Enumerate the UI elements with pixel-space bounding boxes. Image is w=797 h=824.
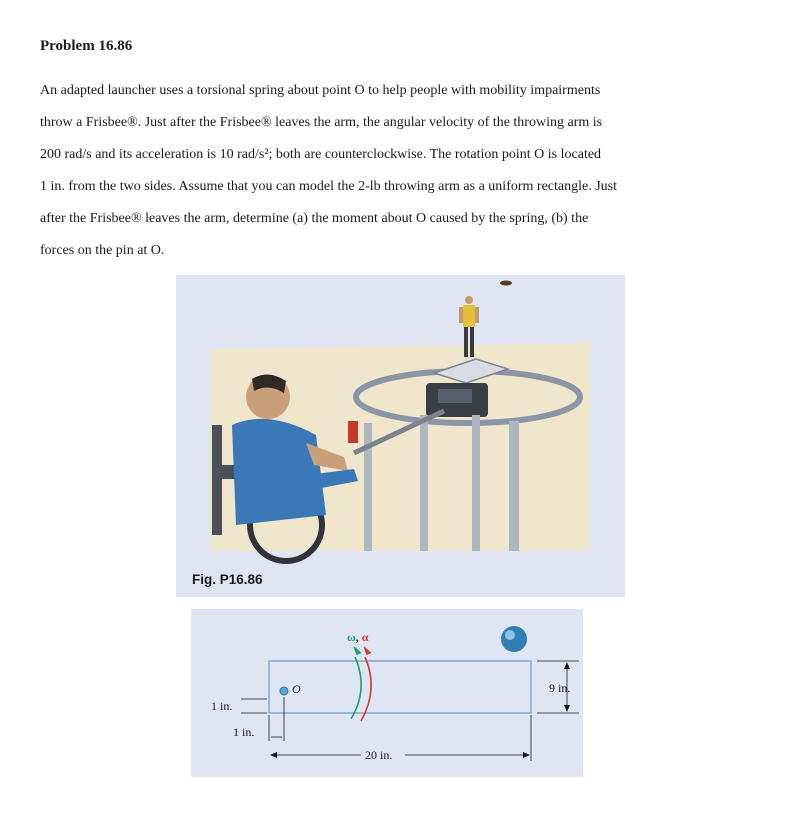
problem-text-line: throw a Frisbee®. Just after the Frisbee® leaves the arm, the angular velocity of the throwing arm is bbox=[40, 115, 603, 130]
launcher-leg bbox=[472, 415, 480, 551]
height-arrow-down bbox=[564, 705, 570, 712]
frisbee-ball bbox=[501, 626, 527, 652]
length-arrow-left bbox=[270, 752, 277, 758]
problem-text-line: 1 in. from the two sides. Assume that you can model the 2-lb throwing arm as a uniform rectangle. Just bbox=[40, 179, 617, 194]
length-arrow-right bbox=[523, 752, 530, 758]
pivot-point-o bbox=[280, 687, 288, 695]
alpha-arrowhead bbox=[364, 647, 371, 655]
flying-frisbee bbox=[500, 281, 512, 286]
launcher-leg bbox=[420, 415, 428, 551]
offset-vertical-label: 1 in. bbox=[211, 699, 233, 713]
launcher-illustration bbox=[176, 275, 625, 597]
launcher-leg bbox=[364, 423, 372, 551]
length-label: 20 in. bbox=[365, 748, 393, 762]
label-separator: , bbox=[355, 630, 359, 644]
alpha-label: α bbox=[361, 630, 369, 644]
angular-labels bbox=[347, 630, 369, 644]
throwing-arm-rectangle bbox=[269, 661, 531, 713]
height-label: 9 in. bbox=[549, 681, 571, 695]
problem-text-line: after the Frisbee® leaves the arm, determine (a) the moment about O caused by the spring, (b) the bbox=[40, 211, 589, 226]
launcher-illustration-art bbox=[176, 275, 625, 597]
omega-arrowhead bbox=[354, 647, 361, 655]
problem-title: Problem 16.86 bbox=[40, 38, 133, 54]
problem-statement bbox=[40, 75, 770, 267]
omega-arc bbox=[351, 657, 361, 719]
offset-horizontal-label: 1 in. bbox=[233, 725, 255, 739]
figure-caption: Fig. P16.86 bbox=[192, 572, 263, 587]
pivot-label: O bbox=[292, 682, 301, 696]
height-arrow-up bbox=[564, 662, 570, 669]
alpha-arc bbox=[361, 657, 371, 721]
problem-text-line: 200 rad/s and its acceleration is 10 rad/s²; both are counterclockwise. The rotation point O is located bbox=[40, 147, 602, 162]
arm-diagram bbox=[191, 609, 583, 777]
problem-text-line: forces on the pin at O. bbox=[40, 243, 165, 258]
frisbee-highlight bbox=[505, 630, 515, 640]
handle-grip bbox=[348, 421, 358, 443]
problem-text-line: An adapted launcher uses a torsional spring about point O to help people with mobility impairments bbox=[40, 83, 601, 98]
launcher-leg bbox=[509, 421, 519, 551]
arm-diagram-art bbox=[191, 609, 583, 777]
omega-label: ω bbox=[347, 630, 356, 644]
